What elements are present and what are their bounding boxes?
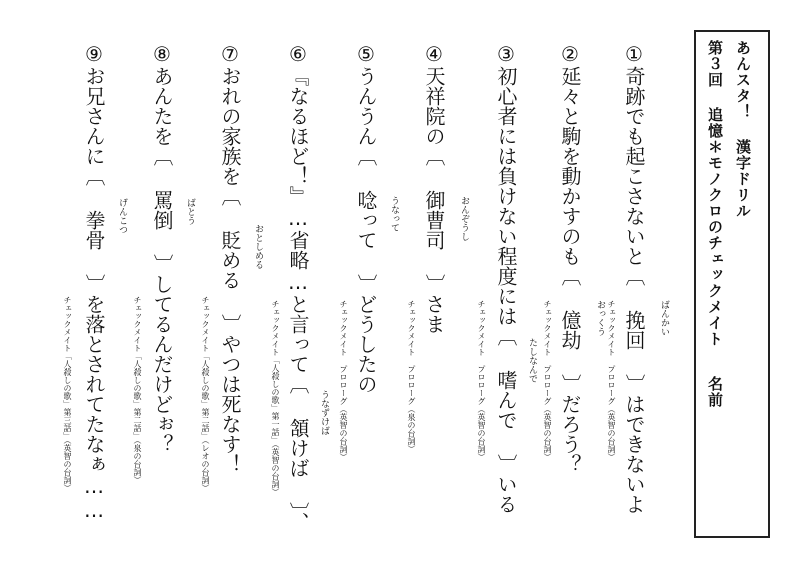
question-text: 奇跡でも起こさないと〔 挽回 〕はできないよ xyxy=(622,66,646,514)
ruby-7: おとしめる xyxy=(253,224,263,269)
ruby-5: うなって xyxy=(389,196,399,232)
question-6 xyxy=(288,42,308,532)
drill-subtitle: 第３回 追憶＊モノクロのチェックメイト xyxy=(706,40,724,347)
question-4 xyxy=(424,42,444,334)
question-7 xyxy=(220,42,240,474)
question-9 xyxy=(84,42,104,522)
question-text: 天祥院の〔 御曹司 〕さま xyxy=(422,66,446,334)
drill-title: あんスタ！ 漢字ドリル xyxy=(734,40,752,219)
source-3: チェックメイト プロローグ（英智の台詞） xyxy=(477,300,486,461)
name-label: 名前 xyxy=(706,376,724,408)
question-text: 延々と駒を動かすのも〔 億劫 〕だろう？ xyxy=(558,66,582,474)
question-number: ⑦ xyxy=(218,42,242,66)
source-2: チェックメイト プロローグ（英智の台詞） xyxy=(543,300,552,461)
question-number: ⑧ xyxy=(150,42,174,66)
source-6: チェックメイト「人殺しの歌」第一話」（英智の台詞） xyxy=(271,300,280,496)
question-5 xyxy=(356,42,376,394)
ruby-6: うなずけば xyxy=(319,390,329,435)
ruby-4: おんぞうし xyxy=(459,196,469,241)
question-text: 『なるほど！』…省略…と言って〔 頷けば 〕、 xyxy=(286,66,310,532)
question-number: ① xyxy=(622,42,646,66)
question-text: あんたを〔 罵倒 〕してるんだけどぉ？ xyxy=(150,66,174,454)
ruby-8: ばとう xyxy=(185,198,195,225)
question-text: お兄さんに〔 拳骨 〕を落とされてたなぁ…… xyxy=(82,66,106,522)
question-number: ③ xyxy=(494,42,518,66)
question-number: ④ xyxy=(422,42,446,66)
ruby-1: ばんかい xyxy=(659,300,669,336)
question-text: 初心者には負けない程度には〔 嗜んで 〕いる xyxy=(494,66,518,514)
source-8: チェックメイト「人殺しの歌」第二話」（泉の台詞） xyxy=(133,296,142,484)
source-7: チェックメイト「人殺しの歌」第二話」（レオの台詞） xyxy=(201,296,210,492)
source-1: チェックメイト プロローグ（英智の台詞） xyxy=(607,300,616,461)
question-number: ⑤ xyxy=(354,42,378,66)
question-text: おれの家族を〔 貶める 〕やつは死なす！ xyxy=(218,66,242,474)
ruby-3: たしなんで xyxy=(527,338,537,383)
question-number: ⑥ xyxy=(286,42,310,66)
ruby-2: おっくう xyxy=(595,300,605,336)
question-8 xyxy=(152,42,172,454)
question-text: うんうん〔 唸って 〕どうしたの xyxy=(354,66,378,394)
question-2 xyxy=(560,42,580,474)
question-number: ② xyxy=(558,42,582,66)
source-9: チェックメイト「人殺しの歌」第三話」（英智の台詞） xyxy=(63,296,72,492)
source-4: チェックメイト プロローグ（泉の台詞） xyxy=(407,300,416,453)
question-1 xyxy=(624,42,644,514)
question-3 xyxy=(496,42,516,514)
question-number: ⑨ xyxy=(82,42,106,66)
source-5: チェックメイト プロローグ（英智の台詞） xyxy=(339,300,348,461)
ruby-9: げんこつ xyxy=(117,198,127,234)
title-box xyxy=(694,30,770,538)
